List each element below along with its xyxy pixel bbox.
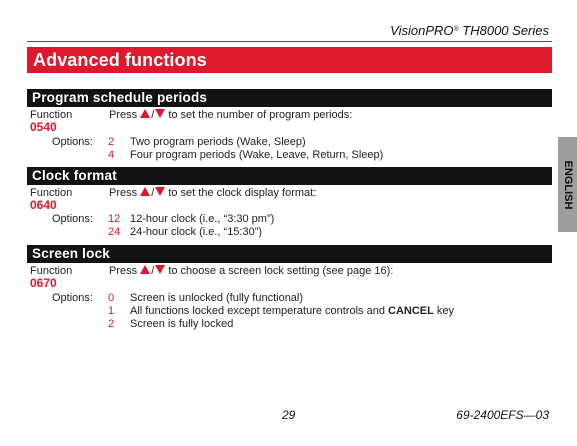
up-arrow-icon <box>140 187 150 196</box>
options-label: Options: <box>52 292 93 304</box>
option-value: 0 <box>108 292 115 304</box>
option-text: All functions locked except temperature controls and CANCEL key <box>130 305 455 317</box>
function-code: 0640 <box>30 198 57 212</box>
up-arrow-icon <box>140 109 150 118</box>
option-value: 2 <box>108 318 115 330</box>
option-value: 24 <box>108 226 121 238</box>
up-arrow-icon <box>140 265 150 274</box>
section-heading: Clock format <box>32 168 117 183</box>
options-label: Options: <box>52 213 93 225</box>
option-text: 24-hour clock (i.e., “15:30”) <box>130 226 263 238</box>
option-value: 2 <box>108 136 115 148</box>
header-rule <box>27 41 552 42</box>
option-value: 1 <box>108 305 115 317</box>
down-arrow-icon <box>155 187 165 196</box>
function-label: Function <box>30 109 73 121</box>
page-number: 29 <box>282 408 296 422</box>
options-label: Options: <box>52 136 93 148</box>
option-text: Screen is fully locked <box>130 318 234 330</box>
language-tab-label: ENGLISH <box>561 160 574 209</box>
section-heading: Program schedule periods <box>32 90 208 105</box>
down-arrow-icon <box>155 109 165 118</box>
option-text: Four program periods (Wake, Leave, Return, Sleep) <box>130 149 384 161</box>
option-text: Screen is unlocked (fully functional) <box>130 292 304 304</box>
instruction: Press / to choose a screen lock setting (see page 16): <box>109 265 394 277</box>
option-value: 12 <box>108 213 121 225</box>
document-number: 69-2400EFS—03 <box>456 408 549 422</box>
running-header: VisionPRO® TH8000 Series <box>390 23 549 38</box>
option-text: 12-hour clock (i.e., “3:30 pm”) <box>130 213 275 225</box>
function-code: 0540 <box>30 120 57 134</box>
function-label: Function <box>30 265 73 277</box>
page-title: Advanced functions <box>33 50 207 70</box>
instruction: Press / to set the number of program periods: <box>109 109 353 121</box>
function-code: 0670 <box>30 276 57 290</box>
function-label: Function <box>30 187 73 199</box>
instruction: Press / to set the clock display format: <box>109 187 317 199</box>
option-text: Two program periods (Wake, Sleep) <box>130 136 306 148</box>
down-arrow-icon <box>155 265 165 274</box>
section-heading: Screen lock <box>32 246 110 261</box>
option-value: 4 <box>108 149 115 161</box>
